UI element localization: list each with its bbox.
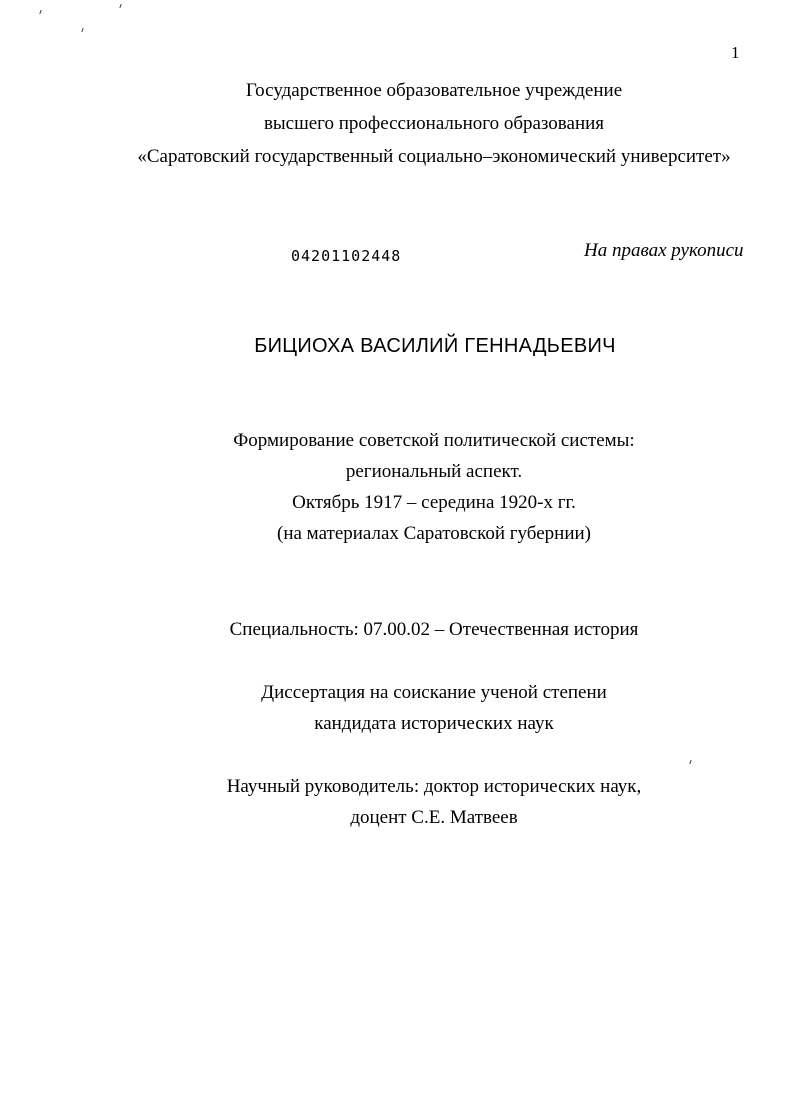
registration-number: 04201102448 [291, 247, 402, 265]
degree-line-1: Диссертация на соискание ученой степени [261, 682, 607, 703]
degree-line-2: кандидата исторических наук [314, 713, 554, 734]
scan-speck [119, 4, 121, 8]
institution-line-2: высшего профессионального образования [263, 113, 605, 134]
supervisor-line-1: Научный руководитель: доктор исторических наук, [226, 776, 642, 797]
institution-line-1: Государственное образовательное учреждение [245, 80, 623, 101]
page-number: 1 [731, 43, 740, 62]
specialty: Специальность: 07.00.02 – Отечественная история [229, 619, 639, 640]
title-line-4: (на материалах Саратовской губернии) [277, 523, 591, 544]
manuscript-rights: На правах рукописи [584, 240, 744, 261]
scan-speck [39, 10, 41, 14]
title-line-3: Октябрь 1917 – середина 1920-х гг. [292, 492, 576, 513]
scan-speck [689, 760, 691, 764]
institution-line-3: «Саратовский государственный социально–экономический университет» [137, 146, 731, 167]
author-name: БИЦИОХА ВАСИЛИЙ ГЕННАДЬЕВИЧ [254, 335, 616, 357]
scan-speck [81, 28, 83, 32]
title-line-1: Формирование советской политической системы: [233, 430, 635, 451]
title-line-2: региональный аспект. [345, 461, 523, 482]
supervisor-line-2: доцент С.Е. Матвеев [350, 807, 518, 828]
